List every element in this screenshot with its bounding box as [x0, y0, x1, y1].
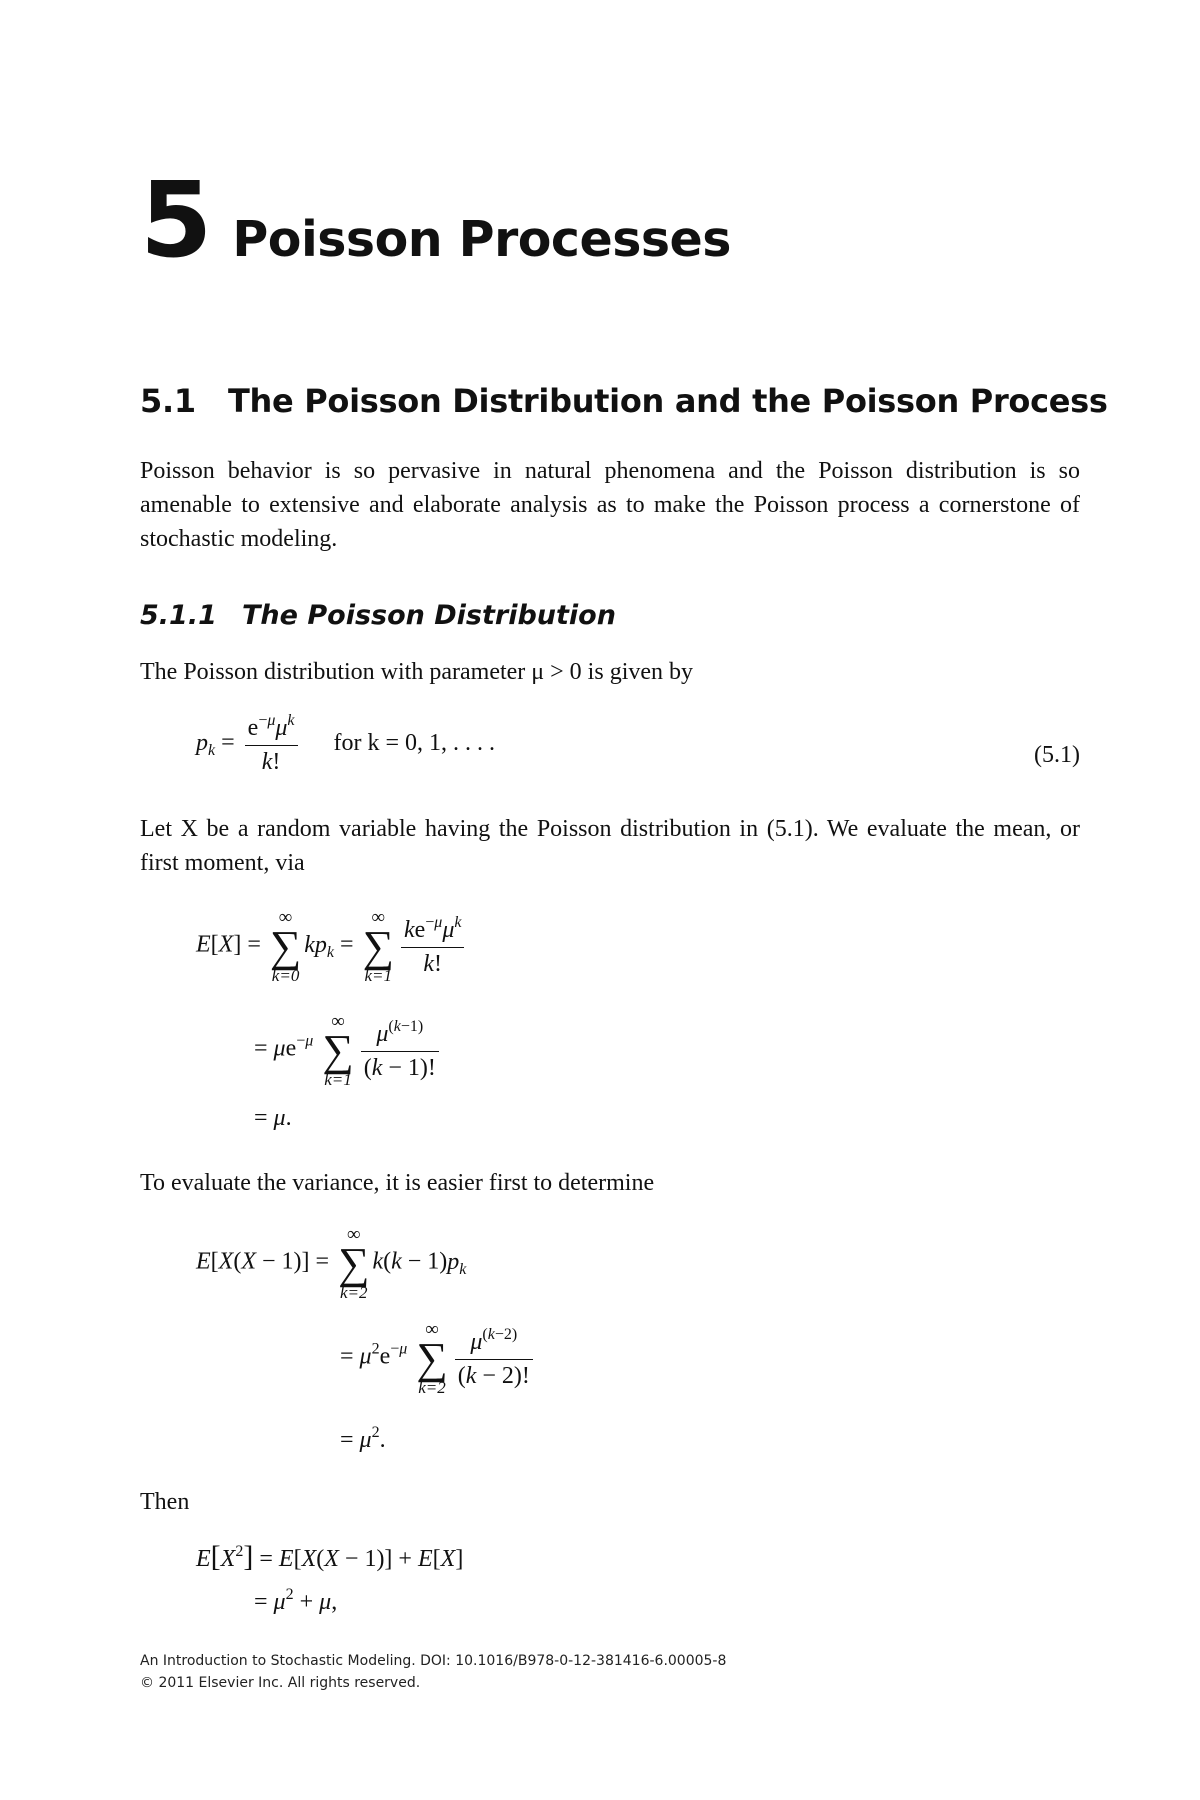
- equation-second-moment-line-2: = $\mu^2 + \mu$,: [254, 1586, 338, 1615]
- section-heading: [140, 382, 1108, 420]
- subsection-number: 5.1.1: [140, 600, 217, 631]
- equation-second-moment-line-1: $E[X^2] = E[X(X - 1)] + E[X]$: [196, 1540, 464, 1573]
- equation-factorial-line-2: = $\mu^2e^{-\mu}$ ∞ ∑ k=2 $\frac{\mu^{(k-2)}}{(k - 2)!}$: [340, 1320, 537, 1396]
- footer-doi-line: An Introduction to Stochastic Modeling. DOI: 10.1016/B978-0-12-381416-6.00005-8: [140, 1653, 727, 1669]
- distribution-intro-text: The Poisson distribution with parameter μ > 0 is given by: [140, 659, 694, 685]
- equation-pmf: $p_k$ = $\frac{e^{-\mu}\mu^k}{k!}$ for k = 0, 1, . . . .: [196, 712, 496, 775]
- equation-mean-line-1: E[X] = ∞ ∑ k=0 $kp_k$ = ∞ ∑ k=1 $\frac{ke^{-\mu}\mu^k}{k!}$: [196, 908, 468, 984]
- equation-factorial-line-3: = $\mu^2$.: [340, 1424, 386, 1453]
- intro-paragraph: Poisson behavior is so pervasive in natural phenomena and the Poisson distribution is so amenable to extensive and elaborate analysis as to make the Poisson process a cornerstone of stochastic modeling.: [140, 458, 1080, 552]
- chapter-heading: [140, 159, 731, 281]
- subsection-title: The Poisson Distribution: [242, 600, 616, 631]
- equation-number: (5.1): [1034, 742, 1080, 768]
- subsection-heading: [140, 600, 616, 631]
- page-footer: [140, 1650, 726, 1694]
- equation-condition: for k = 0, 1, . . . .: [333, 729, 496, 756]
- equation-mean-line-2: = $\mu e^{-\mu}$ ∞ ∑ k=1 $\frac{\mu^{(k-1)}}{(k - 1)!}$: [254, 1012, 443, 1088]
- chapter-title: Poisson Processes: [232, 211, 731, 268]
- variance-intro-text: To evaluate the variance, it is easier first to determine: [140, 1170, 655, 1196]
- footer-copyright-line: © 2011 Elsevier Inc. All rights reserved.: [140, 1675, 421, 1691]
- equation-factorial-line-1: E[X(X − 1)] = ∞ ∑ k=2 $k(k - 1)p_k$: [196, 1224, 467, 1302]
- section-number: 5.1: [140, 382, 196, 420]
- chapter-number: 5: [140, 159, 211, 281]
- then-text: Then: [140, 1489, 190, 1515]
- let-x-paragraph: Let X be a random variable having the Poisson distribution in (5.1). We evaluate the mean, or first moment, via: [140, 816, 1080, 876]
- equation-mean-line-3: = μ.: [254, 1105, 292, 1131]
- section-title: The Poisson Distribution and the Poisson Process: [228, 382, 1108, 420]
